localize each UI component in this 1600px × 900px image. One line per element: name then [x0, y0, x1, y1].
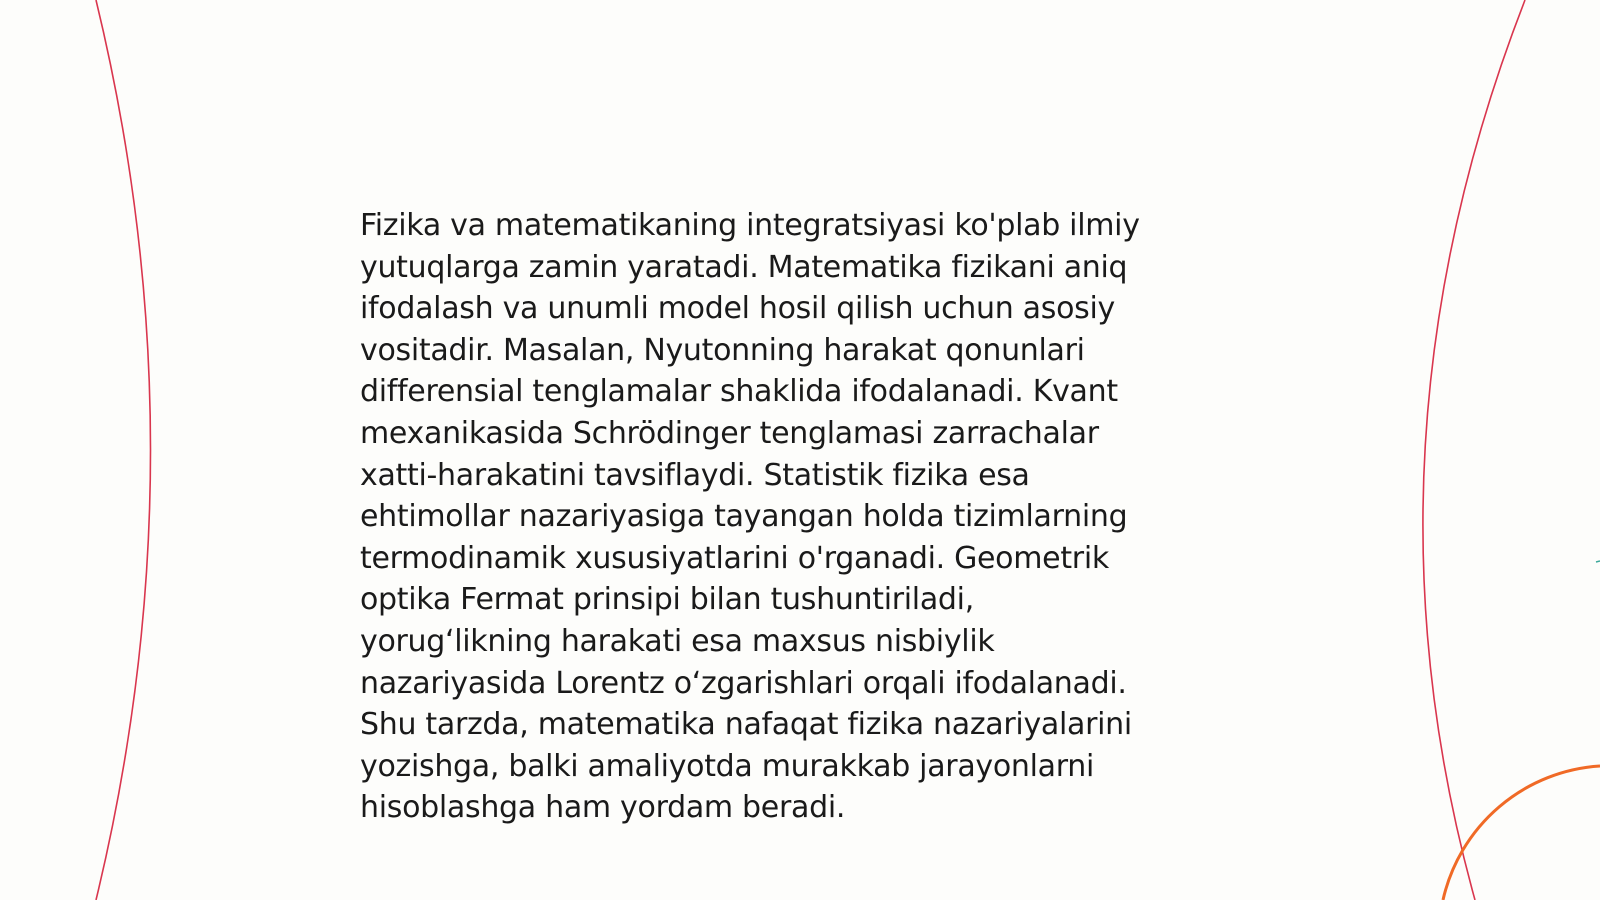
paragraph-line: vositadir. Masalan, Nyutonning harakat qonunlari: [360, 332, 1085, 368]
paragraph-line: Shu tarzda, matematika nafaqat fizika nazariyalarini: [360, 707, 1132, 743]
paragraph-line: xatti-harakatini tavsiflaydi. Statistik fizika esa: [360, 457, 1030, 493]
paragraph-line: yorug‘likning harakati esa maxsus nisbiylik: [360, 623, 995, 659]
main-paragraph: [360, 205, 1260, 829]
paragraph-line: Fizika va matematikaning integratsiyasi ko'plab ilmiy: [360, 208, 1140, 243]
paragraph-line: hisoblashga ham yordam beradi.: [360, 790, 846, 826]
paragraph-line: yutuqlarga zamin yaratadi. Matematika fizikani aniq: [360, 249, 1128, 285]
paragraph-line: ehtimollar nazariyasiga tayangan holda tizimlarning: [360, 499, 1128, 535]
paragraph-line: ifodalash va unumli model hosil qilish uchun asosiy: [360, 291, 1115, 327]
teal-mark: [1596, 561, 1600, 562]
paragraph-line: yozishga, balki amaliyotda murakkab jarayonlarni: [360, 748, 1095, 784]
orange-circle-arc: [1443, 766, 1600, 900]
right-arc: [1423, 0, 1525, 900]
paragraph-line: optika Fermat prinsipi bilan tushuntiriladi,: [360, 582, 974, 618]
paragraph-line: termodinamik xususiyatlarini o'rganadi. Geometrik: [360, 540, 1109, 576]
paragraph-line: mexanikasida Schrödinger tenglamasi zarrachalar: [360, 415, 1099, 451]
paragraph-line: differensial tenglamalar shaklida ifodalanadi. Kvant: [360, 374, 1118, 410]
paragraph-line: nazariyasida Lorentz o‘zgarishlari orqali ifodalanadi.: [360, 665, 1127, 701]
left-arc: [96, 0, 151, 900]
